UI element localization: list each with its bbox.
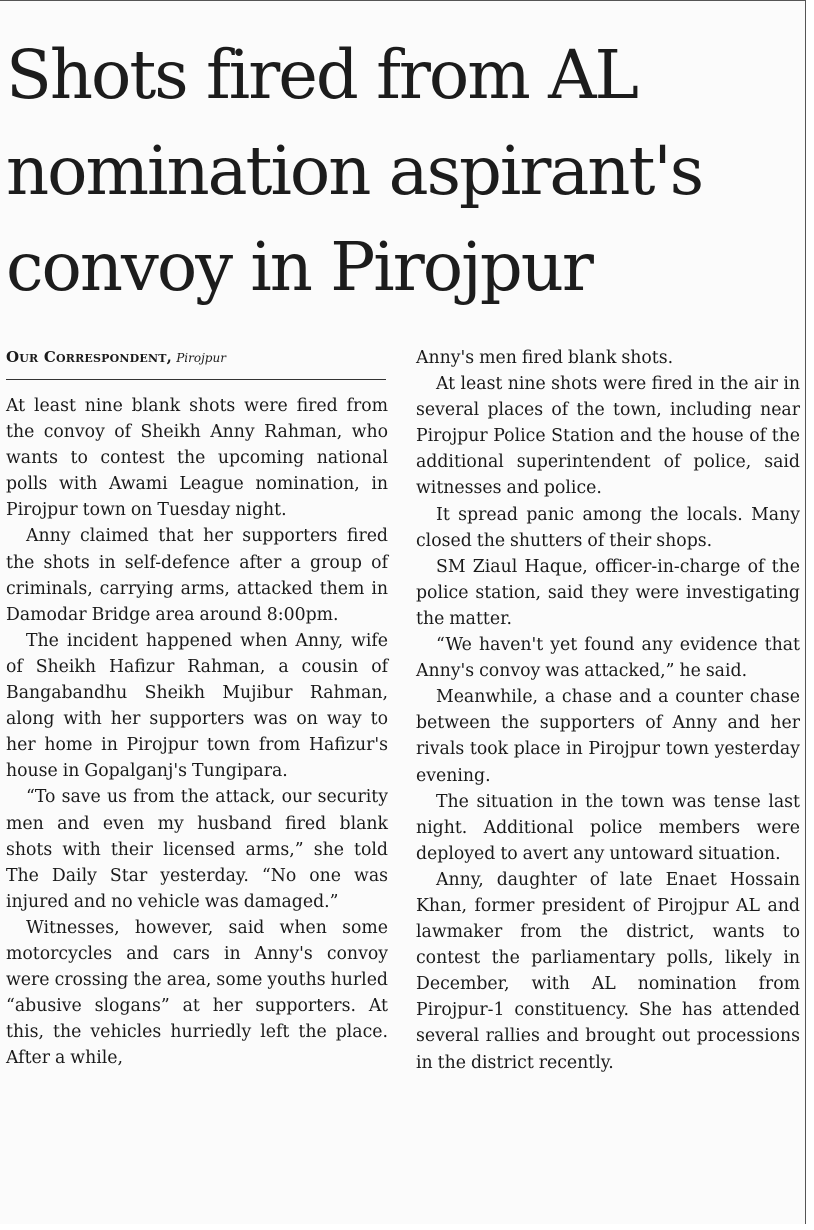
byline-author: Our Correspondent,	[6, 348, 173, 366]
paragraph: “We haven't yet found any evidence that Anny's convoy was attacked,” he said.	[416, 635, 800, 682]
paragraph: Anny's men fired blank shots.	[416, 348, 674, 368]
byline-place: Pirojpur	[176, 351, 226, 365]
paragraph: Anny, daughter of late Enaet Hossain Khan, former president of Pirojpur AL and lawmaker from the district, wants to contest the parliamentary polls, likely in December, with AL nomination from Pirojpur-1 constituency. She has attended several rallies and brought out processions in the district recently.	[416, 869, 800, 1073]
paragraph: The situation in the town was tense last night. Additional police members were deployed to avert any untoward situation.	[416, 791, 800, 864]
paragraph: At least nine blank shots were fired from the convoy of Sheikh Anny Rahman, who wants to contest the upcoming national polls with Awami League nomination, in Pirojpur town on Tuesday night.	[6, 396, 388, 521]
paragraph: Meanwhile, a chase and a counter chase between the supporters of Anny and her rivals took place in Pirojpur town yesterday evening.	[416, 687, 800, 786]
paragraph: Anny claimed that her supporters fired the shots in self-defence after a group of criminals, carrying arms, attacked them in Damodar Bridge area around 8:00pm.	[6, 526, 388, 625]
article-column-2	[416, 345, 800, 1076]
byline	[6, 347, 386, 369]
paragraph: Witnesses, however, said when some motorcycles and cars in Anny's convoy were crossing the area, some youths hurled “abusive slogans” at her supporters. At this, the vehicles hurriedly left the place. After a while,	[6, 917, 388, 1069]
headline: Shots fired from AL nomination aspirant's convoy in Pirojpur	[6, 36, 703, 306]
paragraph: The incident happened when Anny, wife of Sheikh Hafizur Rahman, a cousin of Bangabandhu Sheikh Mujibur Rahman, along with her supporters was on way to her home in Pirojpur town from Hafizur's house in Gopalganj's Tungipara.	[6, 630, 388, 782]
paragraph: “To save us from the attack, our security men and even my husband fired blank shots with their licensed arms,” she told The Daily Star yesterday. “No one was injured and no vehicle was damaged.”	[6, 787, 388, 912]
paragraph: It spread panic among the locals. Many closed the shutters of their shops.	[416, 504, 800, 551]
paragraph: At least nine shots were fired in the air in several places of the town, including near Pirojpur Police Station and the house of the additional superintendent of police, said witnesses and police.	[416, 374, 800, 499]
byline-rule	[6, 379, 386, 380]
paragraph: SM Ziaul Haque, officer-in-charge of the police station, said they were investigating the matter.	[416, 556, 800, 629]
article-column-1	[6, 393, 388, 1071]
